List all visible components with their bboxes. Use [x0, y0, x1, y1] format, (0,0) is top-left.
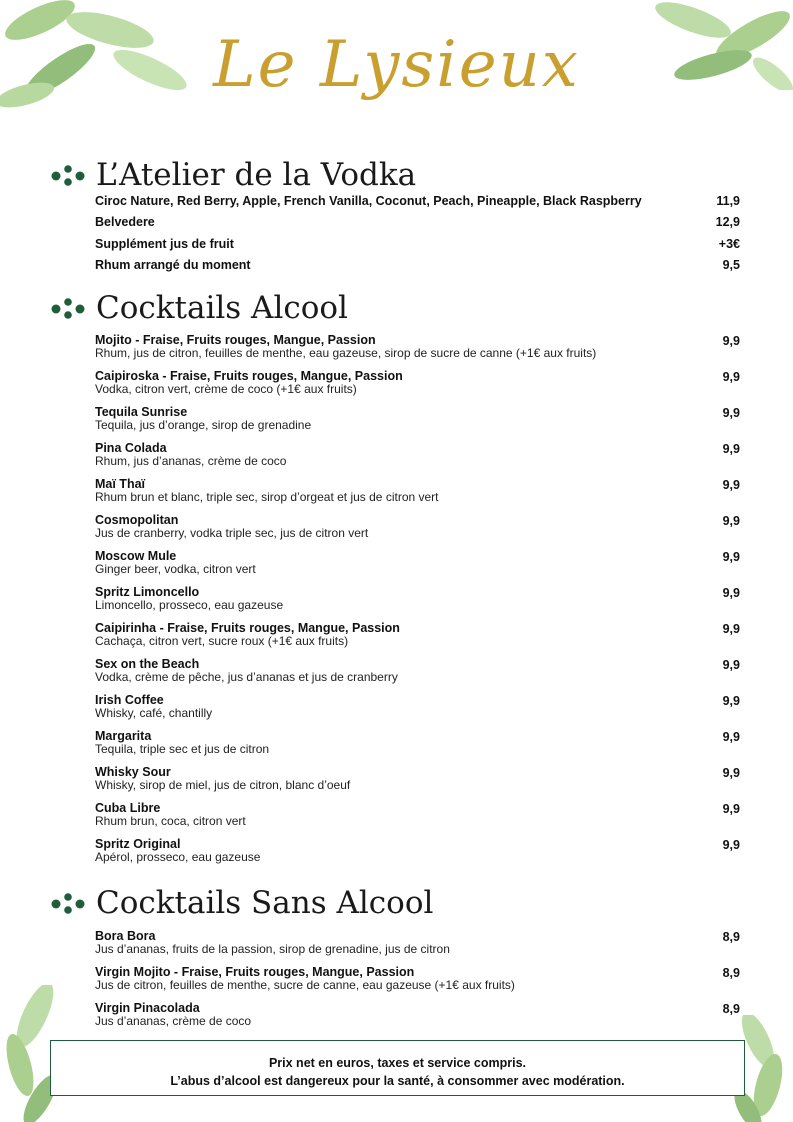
item-description: Ginger beer, vodka, citron vert: [95, 562, 256, 576]
item-description: Rhum brun et blanc, triple sec, sirop d’orgeat et jus de citron vert: [95, 490, 439, 504]
item-name: Moscow Mule: [95, 549, 177, 563]
item-description: Jus de citron, feuilles de menthe, sucre de canne, eau gazeuse (+1€ aux fruits): [95, 978, 515, 992]
menu-item: [95, 194, 740, 215]
item-name: Irish Coffee: [95, 693, 164, 707]
menu-item: [95, 930, 740, 966]
item-description: Jus d’ananas, fruits de la passion, sirop de grenadine, jus de citron: [95, 942, 450, 956]
footer-line: Prix net en euros, taxes et service compris.: [268, 1056, 527, 1070]
item-description: Apérol, prosseco, eau gazeuse: [95, 850, 261, 864]
menu-item: [95, 730, 740, 766]
menu-item: [95, 514, 740, 550]
menu-item: [95, 586, 740, 622]
item-price: 9,9: [722, 694, 740, 708]
section-vodka: [50, 156, 740, 279]
item-price: 9,9: [722, 730, 740, 744]
menu-item: [95, 550, 740, 586]
menu-item: [95, 258, 740, 279]
item-price: 8,9: [722, 966, 740, 980]
item-name: Virgin Pinacolada: [95, 1001, 200, 1015]
item-price: +3€: [718, 236, 740, 251]
menu-item: [95, 237, 740, 258]
item-description: Vodka, crème de pêche, jus d’ananas et jus de cranberry: [95, 670, 398, 684]
item-name: Spritz Original: [95, 837, 181, 851]
menu-item: [95, 215, 740, 236]
section-header: [50, 289, 740, 327]
item-name: Pina Colada: [95, 441, 167, 455]
item-price: 9,9: [722, 514, 740, 528]
item-name: Bora Bora: [95, 929, 156, 943]
footer-notice: [50, 1040, 745, 1096]
section-cocktails-alcool: [50, 289, 740, 874]
item-description: Whisky, sirop de miel, jus de citron, blanc d’oeuf: [95, 778, 351, 792]
menu-item: [95, 838, 740, 874]
item-description: Tequila, jus d’orange, sirop de grenadine: [95, 418, 312, 432]
item-price: 9,9: [722, 766, 740, 780]
item-name: Belvedere: [95, 215, 155, 230]
item-price: 9,9: [722, 802, 740, 816]
menu-item: [95, 658, 740, 694]
item-description: Cachaça, citron vert, sucre roux (+1€ aux fruits): [95, 634, 349, 648]
menu-item: [95, 442, 740, 478]
menu-item: [95, 766, 740, 802]
item-price: 9,5: [722, 257, 740, 272]
item-name: Tequila Sunrise: [95, 405, 188, 419]
dots-icon: [50, 891, 90, 915]
item-description: Tequila, triple sec et jus de citron: [95, 742, 270, 756]
item-name: Caipirinha - Fraise, Fruits rouges, Mangue, Passion: [95, 621, 400, 635]
footer-line: L’abus d’alcool est dangereux pour la santé, à consommer avec modération.: [170, 1074, 625, 1088]
item-price: 9,9: [722, 334, 740, 348]
item-price: 9,9: [722, 586, 740, 600]
item-description: Jus de cranberry, vodka triple sec, jus de citron vert: [95, 526, 369, 540]
item-price: 9,9: [722, 550, 740, 564]
item-price: 8,9: [722, 930, 740, 944]
section-title: Cocktails Sans Alcool: [96, 885, 434, 921]
item-price: 9,9: [722, 406, 740, 420]
item-name: Spritz Limoncello: [95, 585, 200, 599]
item-name: Sex on the Beach: [95, 657, 200, 671]
item-price: 9,9: [722, 478, 740, 492]
menu-item: [95, 622, 740, 658]
menu-item: [95, 966, 740, 1002]
item-name: Whisky Sour: [95, 765, 171, 779]
section-title: L’Atelier de la Vodka: [96, 157, 417, 193]
menu-item: [95, 694, 740, 730]
menu-item: [95, 1002, 740, 1038]
section-header: [50, 884, 740, 922]
item-price: 9,9: [722, 658, 740, 672]
item-name: Mojito - Fraise, Fruits rouges, Mangue, Passion: [95, 333, 376, 347]
item-name: Ciroc Nature, Red Berry, Apple, French Vanilla, Coconut, Peach, Pineapple, Black Raspberry: [95, 194, 642, 208]
item-description: Rhum, jus de citron, feuilles de menthe, eau gazeuse, sirop de sucre de canne (+1€ aux fruits): [95, 346, 597, 360]
item-name: Rhum arrangé du moment: [95, 257, 251, 272]
menu-item: [95, 334, 740, 370]
item-name: Caipiroska - Fraise, Fruits rouges, Mangue, Passion: [95, 369, 403, 383]
item-name: Cuba Libre: [95, 801, 161, 815]
item-description: Limoncello, prosseco, eau gazeuse: [95, 598, 284, 612]
menu-item: [95, 370, 740, 406]
item-price: 9,9: [722, 622, 740, 636]
item-name: Cosmopolitan: [95, 513, 179, 527]
item-price: 12,9: [715, 215, 740, 230]
item-name: Margarita: [95, 729, 152, 743]
item-price: 8,9: [722, 1002, 740, 1016]
item-description: Jus d’ananas, crème de coco: [95, 1014, 252, 1028]
brand-logo: Le Lysieux: [213, 28, 580, 102]
dots-icon: [50, 163, 90, 187]
menu-item: [95, 478, 740, 514]
menu-item: [95, 406, 740, 442]
item-price: 9,9: [722, 370, 740, 384]
item-description: Vodka, citron vert, crème de coco (+1€ aux fruits): [95, 382, 357, 396]
item-name: Supplément jus de fruit: [95, 236, 234, 251]
item-description: Rhum brun, coca, citron vert: [95, 814, 246, 828]
item-name: Virgin Mojito - Fraise, Fruits rouges, Mangue, Passion: [95, 965, 415, 979]
item-price: 9,9: [722, 442, 740, 456]
item-price: 9,9: [722, 838, 740, 852]
item-name: Maï Thaï: [95, 477, 146, 491]
item-description: Rhum, jus d’ananas, crème de coco: [95, 454, 287, 468]
item-description: Whisky, café, chantilly: [95, 706, 213, 720]
dots-icon: [50, 296, 90, 320]
section-cocktails-sans-alcool: [50, 884, 740, 1038]
section-header: [50, 156, 740, 194]
menu-item: [95, 802, 740, 838]
item-price: 11,9: [716, 194, 740, 208]
section-title: Cocktails Alcool: [96, 290, 348, 326]
